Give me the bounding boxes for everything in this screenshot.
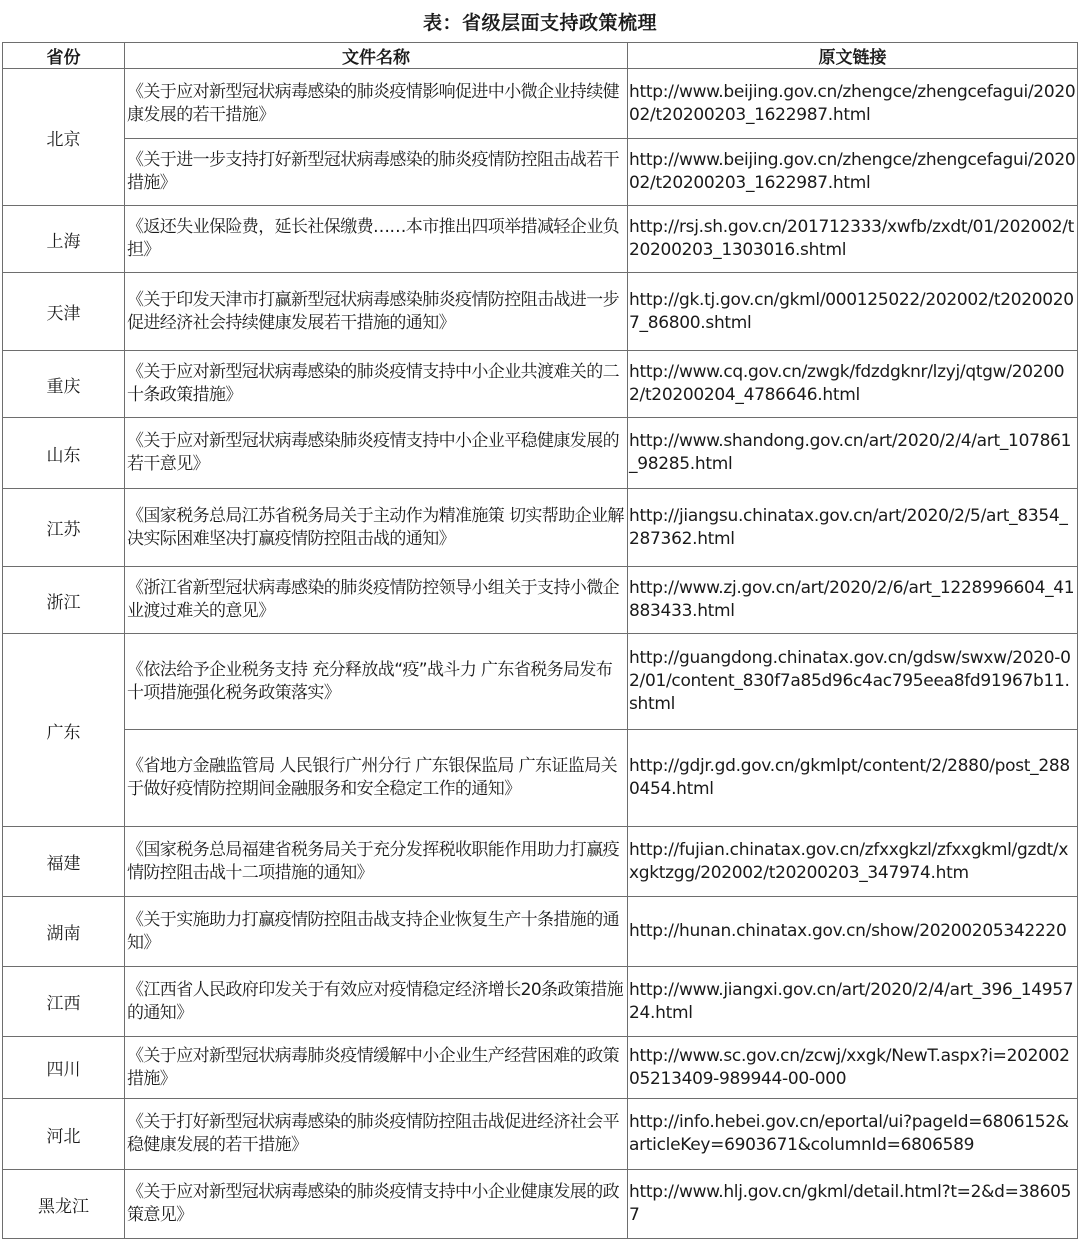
document-name-cell: 《关于实施助力打赢疫情防控阻击战支持企业恢复生产十条措施的通知》	[125, 897, 628, 967]
source-link-cell[interactable]: http://info.hebei.gov.cn/eportal/ui?pageId=6806152&articleKey=6903671&columnId=6806589	[628, 1099, 1078, 1170]
document-name-cell: 《关于应对新型冠状病毒感染的肺炎疫情支持中小企业健康发展的政策意见》	[125, 1170, 628, 1239]
source-link-cell[interactable]: http://www.zj.gov.cn/art/2020/2/6/art_1228996604_41883433.html	[628, 567, 1078, 634]
table-row	[3, 1170, 1078, 1239]
document-name-cell: 《关于印发天津市打赢新型冠状病毒感染肺炎疫情防控阻击战进一步促进经济社会持续健康发展若干措施的通知》	[125, 273, 628, 351]
table-row	[3, 1037, 1078, 1099]
document-name-cell: 《国家税务总局福建省税务局关于充分发挥税收职能作用助力打赢疫情防控阻击战十二项措施的通知》	[125, 827, 628, 897]
source-link-cell[interactable]: http://jiangsu.chinatax.gov.cn/art/2020/2/5/art_8354_287362.html	[628, 489, 1078, 567]
table-row	[3, 567, 1078, 634]
table-row	[3, 489, 1078, 567]
table-row	[3, 897, 1078, 967]
province-cell: 江苏	[3, 489, 125, 567]
table-row	[3, 967, 1078, 1037]
table-row	[3, 730, 1078, 827]
source-link-cell[interactable]: http://gdjr.gd.gov.cn/gkmlpt/content/2/2880/post_2880454.html	[628, 730, 1078, 827]
province-cell: 湖南	[3, 897, 125, 967]
header-document-name: 文件名称	[125, 43, 628, 69]
province-cell: 重庆	[3, 351, 125, 418]
source-link-cell[interactable]: http://www.beijing.gov.cn/zhengce/zhengcefagui/202002/t20200203_1622987.html	[628, 139, 1078, 206]
table-row	[3, 273, 1078, 351]
province-cell: 四川	[3, 1037, 125, 1099]
table-row	[3, 1099, 1078, 1170]
document-name-cell: 《国家税务总局江苏省税务局关于主动作为精准施策 切实帮助企业解决实际困难坚决打赢疫情防控阻击战的通知》	[125, 489, 628, 567]
table-row	[3, 827, 1078, 897]
document-name-cell: 《关于进一步支持打好新型冠状病毒感染的肺炎疫情防控阻击战若干措施》	[125, 139, 628, 206]
table-row	[3, 139, 1078, 206]
policy-table	[2, 42, 1078, 1239]
province-cell: 北京	[3, 69, 125, 206]
province-cell: 天津	[3, 273, 125, 351]
table-row	[3, 418, 1078, 489]
province-cell: 上海	[3, 206, 125, 273]
document-name-cell: 《关于打好新型冠状病毒感染的肺炎疫情防控阻击战促进经济社会平稳健康发展的若干措施》	[125, 1099, 628, 1170]
source-link-cell[interactable]: http://www.beijing.gov.cn/zhengce/zhengcefagui/202002/t20200203_1622987.html	[628, 69, 1078, 139]
document-name-cell: 《关于应对新型冠状病毒肺炎疫情缓解中小企业生产经营困难的政策措施》	[125, 1037, 628, 1099]
source-link-cell[interactable]: http://guangdong.chinatax.gov.cn/gdsw/swxw/2020-02/01/content_830f7a85d96c4ac795eea8fd91967b11.shtml	[628, 634, 1078, 730]
source-link-cell[interactable]: http://www.shandong.gov.cn/art/2020/2/4/art_107861_98285.html	[628, 418, 1078, 489]
table-row	[3, 69, 1078, 139]
document-name-cell: 《省地方金融监管局 人民银行广州分行 广东银保监局 广东证监局关于做好疫情防控期间金融服务和安全稳定工作的通知》	[125, 730, 628, 827]
table-row	[3, 351, 1078, 418]
province-cell: 福建	[3, 827, 125, 897]
document-name-cell: 《返还失业保险费，延长社保缴费……本市推出四项举措减轻企业负担》	[125, 206, 628, 273]
table-title: 表：省级层面支持政策梳理	[422, 12, 657, 34]
source-link-cell[interactable]: http://hunan.chinatax.gov.cn/show/20200205342220	[628, 897, 1078, 967]
source-link-cell[interactable]: http://www.sc.gov.cn/zcwj/xxgk/NewT.aspx?i=20200205213409-989944-00-000	[628, 1037, 1078, 1099]
province-cell: 黑龙江	[3, 1170, 125, 1239]
document-name-cell: 《关于应对新型冠状病毒感染的肺炎疫情影响促进中小微企业持续健康发展的若干措施》	[125, 69, 628, 139]
source-link-cell[interactable]: http://www.jiangxi.gov.cn/art/2020/2/4/art_396_1495724.html	[628, 967, 1078, 1037]
document-name-cell: 《浙江省新型冠状病毒感染的肺炎疫情防控领导小组关于支持小微企业渡过难关的意见》	[125, 567, 628, 634]
table-body	[3, 69, 1078, 1239]
province-cell: 浙江	[3, 567, 125, 634]
table-header-row	[3, 43, 1078, 69]
source-link-cell[interactable]: http://fujian.chinatax.gov.cn/zfxxgkzl/zfxxgkml/gzdt/xxgktzgg/202002/t20200203_347974.htm	[628, 827, 1078, 897]
province-cell: 河北	[3, 1099, 125, 1170]
table-row	[3, 206, 1078, 273]
document-name-cell: 《关于应对新型冠状病毒感染的肺炎疫情支持中小企业共渡难关的二十条政策措施》	[125, 351, 628, 418]
document-name-cell: 《关于应对新型冠状病毒感染肺炎疫情支持中小企业平稳健康发展的若干意见》	[125, 418, 628, 489]
province-cell: 江西	[3, 967, 125, 1037]
source-link-cell[interactable]: http://www.hlj.gov.cn/gkml/detail.html?t=2&d=386057	[628, 1170, 1078, 1239]
document-name-cell: 《江西省人民政府印发关于有效应对疫情稳定经济增长20条政策措施的通知》	[125, 967, 628, 1037]
province-cell: 山东	[3, 418, 125, 489]
source-link-cell[interactable]: http://gk.tj.gov.cn/gkml/000125022/202002/t20200207_86800.shtml	[628, 273, 1078, 351]
document-name-cell: 《依法给予企业税务支持 充分释放战“疫”战斗力 广东省税务局发布十项措施强化税务政策落实》	[125, 634, 628, 730]
source-link-cell[interactable]: http://www.cq.gov.cn/zwgk/fdzdgknr/lzyj/qtgw/202002/t20200204_4786646.html	[628, 351, 1078, 418]
table-row	[3, 634, 1078, 730]
header-province: 省份	[3, 43, 125, 69]
source-link-cell[interactable]: http://rsj.sh.gov.cn/201712333/xwfb/zxdt/01/202002/t20200203_1303016.shtml	[628, 206, 1078, 273]
header-source-link: 原文链接	[628, 43, 1078, 69]
province-cell: 广东	[3, 634, 125, 827]
